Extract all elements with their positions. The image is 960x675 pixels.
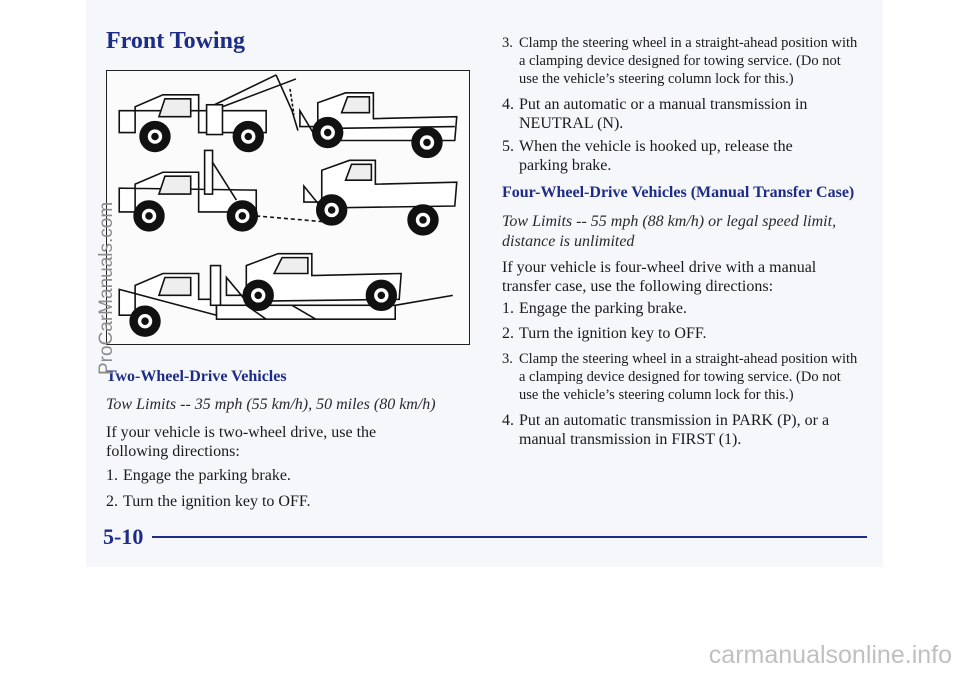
two-wheel-drive-intro: If your vehicle is two-wheel drive, use the following directions: bbox=[106, 424, 377, 460]
two-wheel-drive-step: 5. When the vehicle is hooked up, release the parking brake. bbox=[502, 138, 793, 174]
page-title: Front Towing bbox=[106, 28, 245, 54]
two-wheel-drive-step: 2. Turn the ignition key to OFF. bbox=[106, 493, 311, 510]
four-wheel-drive-heading: Four-Wheel-Drive Vehicles (Manual Transfer Case) bbox=[502, 184, 855, 201]
towing-illustration-svg bbox=[107, 71, 469, 344]
side-watermark: ProCarManuals.com bbox=[96, 201, 117, 375]
bottom-watermark: carmanualsonline.info bbox=[708, 641, 952, 669]
four-wheel-drive-step: 4. Put an automatic transmission in PARK (P), or a manual transmission in FIRST (1). bbox=[502, 412, 830, 448]
two-wheel-drive-step: 1. Engage the parking brake. bbox=[106, 467, 291, 484]
four-wheel-drive-step: 1. Engage the parking brake. bbox=[502, 300, 687, 317]
towing-illustration bbox=[106, 70, 470, 345]
dolly-tow-scene bbox=[119, 150, 457, 234]
two-wheel-drive-step: 3. Clamp the steering wheel in a straight-ahead position with a clamping device designed for towing service. (Do not use the vehicle’s steering column lock for this.) bbox=[502, 35, 858, 87]
four-wheel-drive-step: 2. Turn the ignition key to OFF. bbox=[502, 325, 707, 342]
footer-rule bbox=[152, 536, 867, 538]
four-wheel-drive-intro: If your vehicle is four-wheel drive with a manual transfer case, use the following directions: bbox=[502, 259, 817, 295]
four-wheel-drive-tow-limits: Tow Limits -- 55 mph (88 km/h) or legal speed limit, distance is unlimited bbox=[502, 213, 837, 250]
two-wheel-drive-heading: Two-Wheel-Drive Vehicles bbox=[106, 368, 287, 385]
flatbed-tow-scene bbox=[119, 254, 453, 336]
two-wheel-drive-tow-limits: Tow Limits -- 35 mph (55 km/h), 50 miles (80 km/h) bbox=[106, 396, 436, 413]
page-number: 5-10 bbox=[103, 524, 144, 549]
four-wheel-drive-step: 3. Clamp the steering wheel in a straight-ahead position with a clamping device designed for towing service. (Do not use the vehicle’s steering column lock for this.) bbox=[502, 351, 858, 403]
wheel-lift-tow-scene bbox=[119, 75, 457, 157]
two-wheel-drive-step: 4. Put an automatic or a manual transmission in NEUTRAL (N). bbox=[502, 96, 808, 132]
